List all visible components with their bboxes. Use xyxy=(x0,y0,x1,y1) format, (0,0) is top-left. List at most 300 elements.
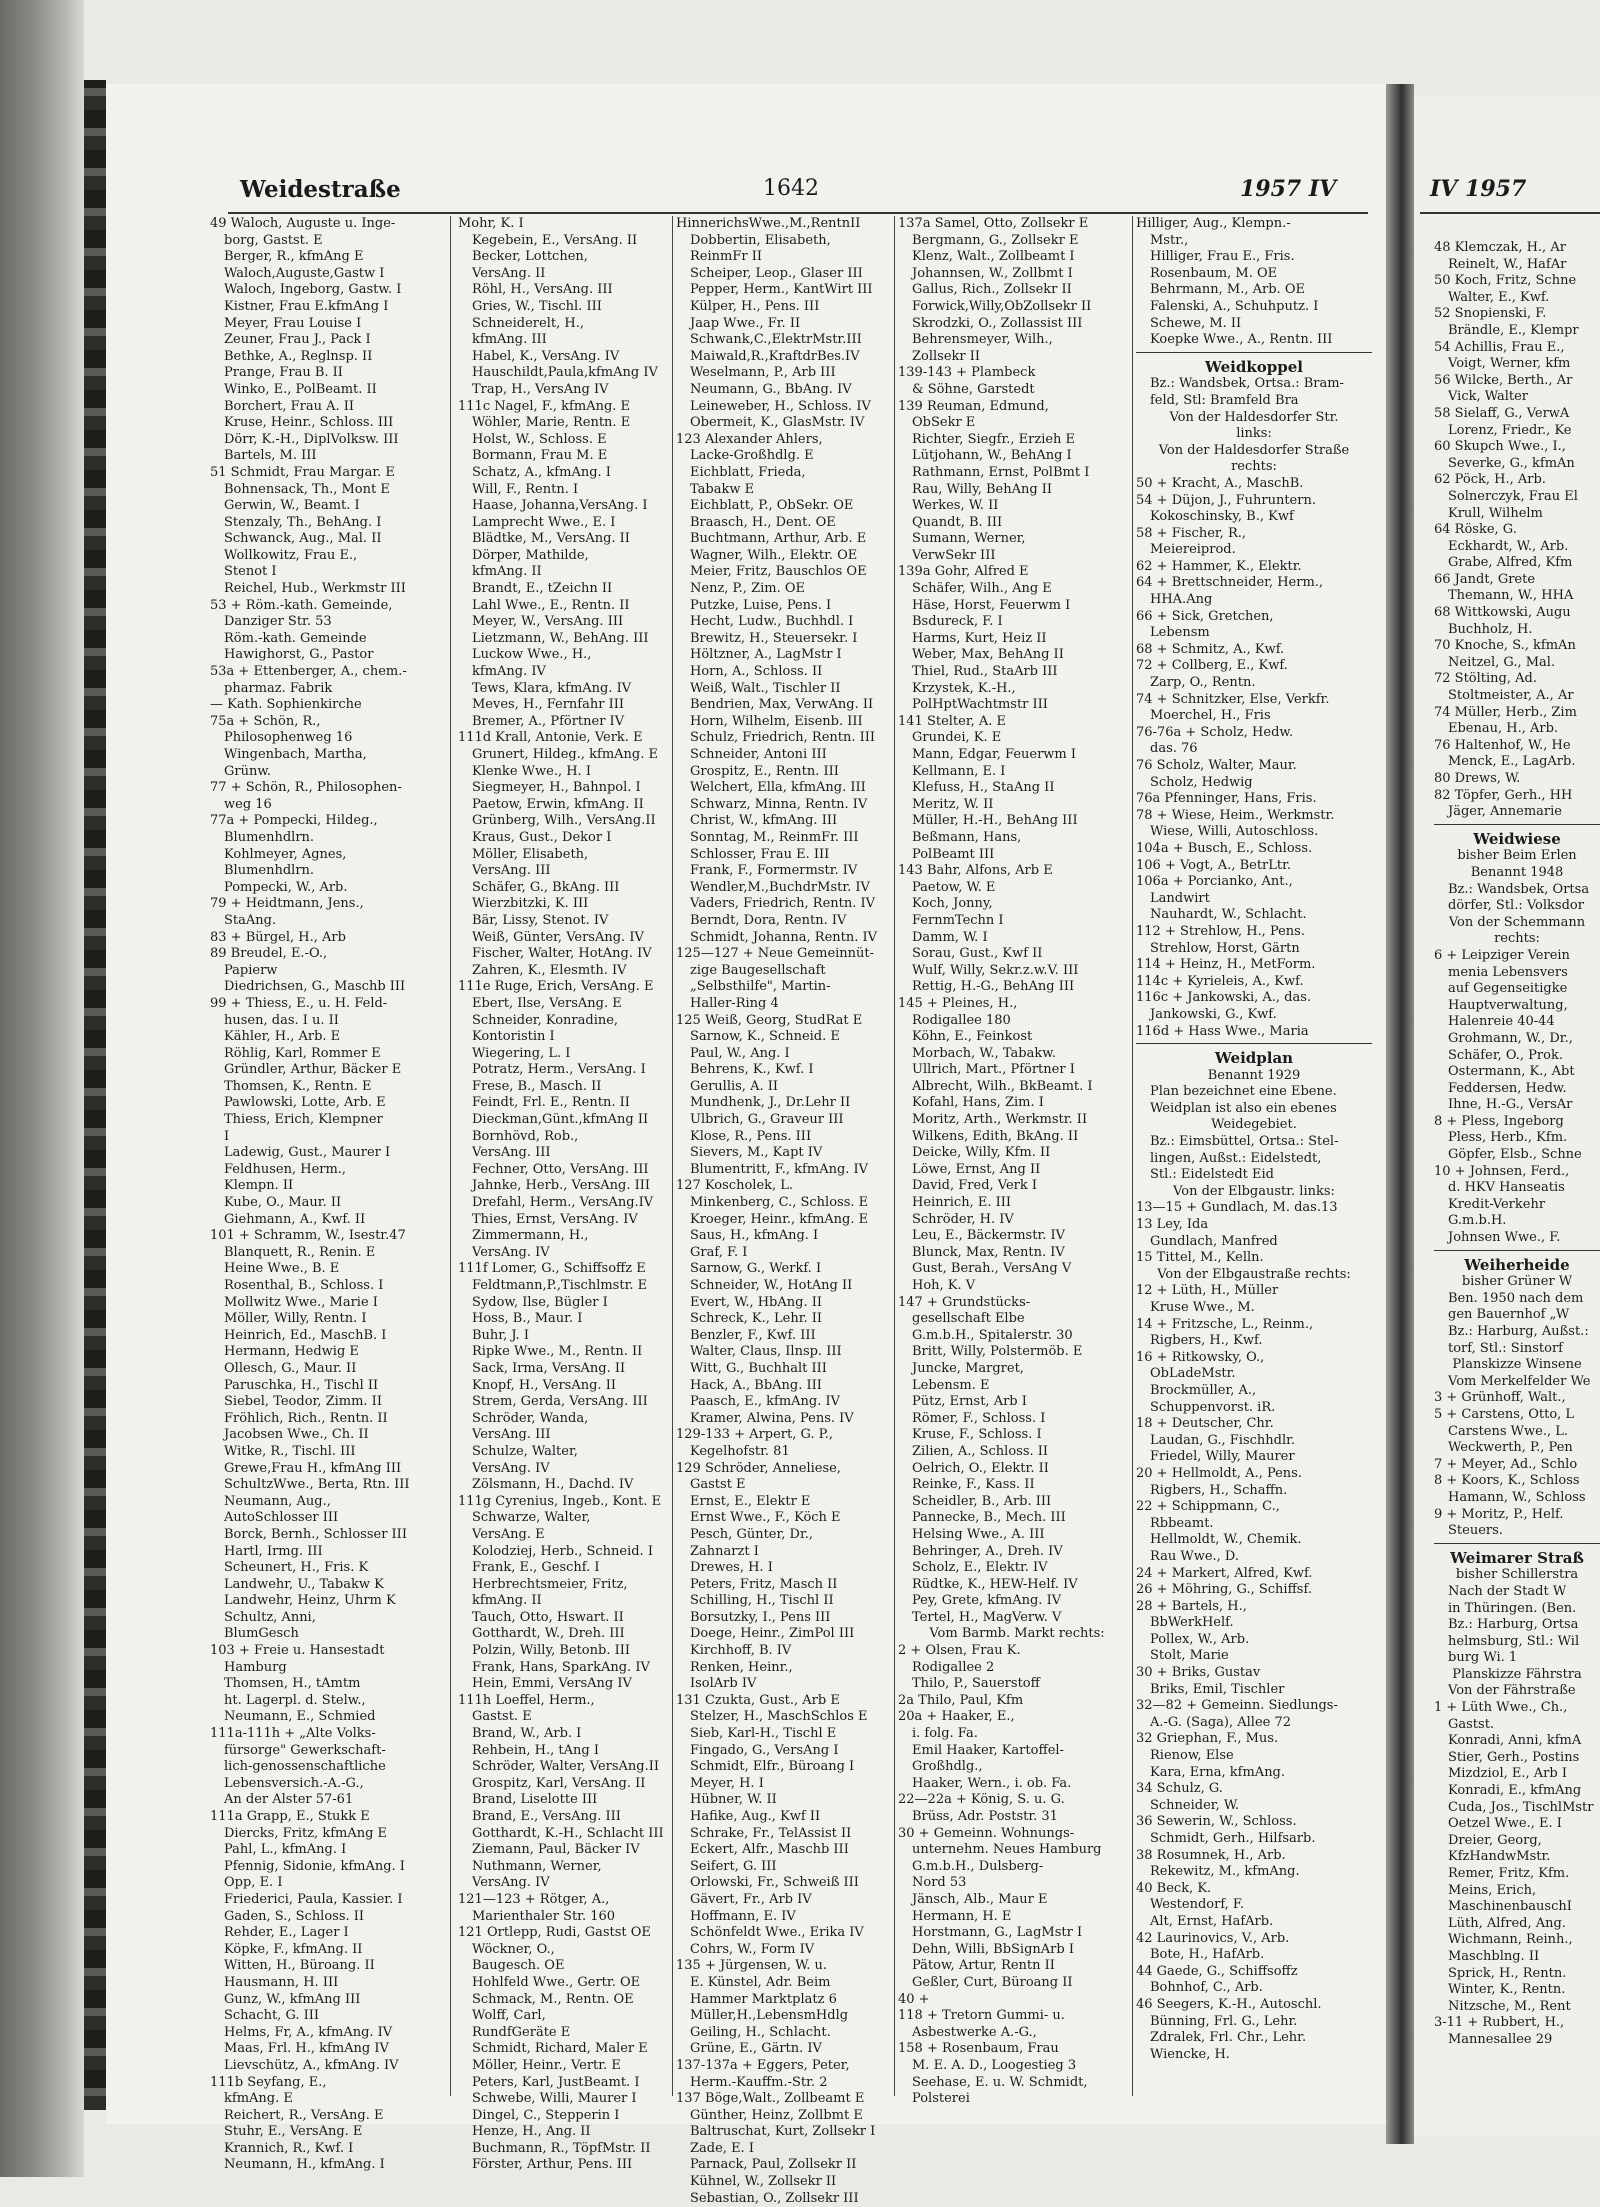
column-divider xyxy=(450,216,451,2096)
directory-entry: 74 Müller, Herb., Zim xyxy=(1434,704,1577,720)
directory-entry: Meiereiprod. xyxy=(1150,542,1236,558)
directory-entry: Tauch, Otto, Hswart. II xyxy=(472,1609,624,1625)
directory-entry: 131 Czukta, Gust., Arb E xyxy=(676,1692,840,1708)
directory-entry: Rathmann, Ernst, PolBmt I xyxy=(912,464,1090,480)
directory-entry: Blanquett, R., Renin. E xyxy=(224,1244,376,1260)
directory-entry: Neumann, E., Schmied xyxy=(224,1709,376,1725)
directory-entry: Landwehr, U., Tabakw K xyxy=(224,1576,384,1592)
directory-entry: 8 + Koors, K., Schloss xyxy=(1434,1473,1580,1489)
street-heading: Weidkoppel xyxy=(1205,357,1303,376)
directory-entry: 158 + Rosenbaum, Frau xyxy=(898,2041,1059,2057)
directory-entry: Moritz, Arth., Werkmstr. II xyxy=(912,1112,1088,1128)
directory-entry: Meyer, Frau Louise I xyxy=(224,315,362,331)
directory-entry: Eckert, Alfr., Maschb III xyxy=(690,1842,849,1858)
directory-entry: 32 Griephan, F., Mus. xyxy=(1136,1731,1279,1747)
directory-entry: Peters, Fritz, Masch II xyxy=(690,1576,838,1592)
directory-entry: Pollex, W., Arb. xyxy=(1150,1631,1250,1647)
directory-entry: Siebel, Teodor, Zimm. II xyxy=(224,1394,382,1410)
directory-entry: Mstr., xyxy=(1150,232,1189,248)
directory-entry: Mollwitz Wwe., Marie I xyxy=(224,1294,378,1310)
book-binding-strip xyxy=(84,80,106,2110)
directory-entry: Schwarz, Minna, Rentn. IV xyxy=(690,796,868,812)
directory-entry: Klenke Wwe., H. I xyxy=(472,763,591,779)
directory-entry: 64 Röske, G. xyxy=(1434,522,1517,538)
directory-entry: Morbach, W., Tabakw. xyxy=(912,1045,1056,1061)
directory-entry: Meins, Erich, xyxy=(1448,1882,1537,1898)
directory-entry: Witt, G., Buchhalt III xyxy=(690,1360,827,1376)
directory-entry: Weidplan ist also ein ebenes xyxy=(1150,1100,1337,1116)
directory-entry: Grunert, Hildeg., kfmAng. E xyxy=(472,747,658,762)
directory-entry: Grundei, K. E xyxy=(912,730,1002,746)
directory-entry: Borsutzky, I., Pens III xyxy=(690,1609,831,1625)
directory-entry: das. 76 xyxy=(1150,741,1198,757)
directory-entry: 80 Drews, W. xyxy=(1434,771,1521,786)
directory-entry: Buchtmann, Arthur, Arb. E xyxy=(690,531,867,547)
directory-entry: 22 + Schippmann, C., xyxy=(1136,1499,1280,1515)
directory-entry: Zimmermann, H., xyxy=(472,1228,589,1244)
directory-entry: Brand, E., VersAng. III xyxy=(472,1809,621,1824)
directory-entry: Severke, G., kfmAn xyxy=(1448,455,1575,471)
directory-entry: Rekewitz, M., kfmAng. xyxy=(1150,1864,1300,1880)
directory-entry: 143 Bahr, Alfons, Arb E xyxy=(898,863,1053,879)
directory-entry: Rosenbaum, M. OE xyxy=(1150,265,1278,281)
directory-entry: Pahl, L., kfmAng. I xyxy=(224,1842,347,1858)
directory-entry: 32—82 + Gemeinn. Siedlungs- xyxy=(1136,1698,1338,1714)
directory-entry: Hellmoldt, W., Chemik. xyxy=(1150,1532,1302,1548)
directory-entry: gesellschaft Elbe xyxy=(912,1311,1025,1327)
directory-entry: Paruschka, H., Tischl II xyxy=(224,1377,379,1393)
directory-entry: Sprick, H., Rentn. xyxy=(1448,1965,1567,1981)
directory-entry: PolBeamt III xyxy=(912,846,995,862)
directory-entry: Oetzel Wwe., E. I xyxy=(1448,1816,1562,1832)
directory-entry: Winter, K., Rentn. xyxy=(1448,1982,1566,1998)
directory-entry: 79 + Heidtmann, Jens., xyxy=(210,896,364,912)
directory-entry: BbWerkHelf. xyxy=(1150,1615,1234,1631)
directory-entry: 40 + xyxy=(898,1991,930,2007)
directory-entry: Wilkens, Edith, BkAng. II xyxy=(912,1128,1079,1144)
directory-entry: Brand, Liselotte III xyxy=(472,1792,598,1808)
directory-entry: 2a Thilo, Paul, Kfm xyxy=(898,1692,1024,1708)
directory-entry: Kube, O., Maur. II xyxy=(224,1195,342,1211)
directory-entry: 111d Krall, Antonie, Verk. E xyxy=(458,730,643,746)
directory-entry: 106 + Vogt, A., BetrLtr. xyxy=(1136,857,1292,873)
directory-entry: Röm.-kath. Gemeinde xyxy=(224,630,367,646)
directory-entry: Bremer, A., Pförtner IV xyxy=(472,713,625,729)
directory-entry: Kähler, H., Arb. E xyxy=(224,1029,341,1045)
directory-entry: Ziemann, Paul, Bäcker IV xyxy=(472,1842,640,1858)
directory-entry: 145 + Pleines, H., xyxy=(898,995,1018,1011)
directory-entry: Knopf, H., VersAng. II xyxy=(472,1377,616,1393)
column-divider xyxy=(1132,216,1133,2096)
directory-entry: Gust, Berah., VersAng V xyxy=(912,1261,1072,1277)
directory-entry: 56 Wilcke, Berth., Ar xyxy=(1434,372,1573,388)
directory-entry: 111a Grapp, E., Stukk E xyxy=(210,1809,370,1824)
directory-entry: Hammer Marktplatz 6 xyxy=(690,1991,837,2007)
directory-entry: Diercks, Fritz, kfmAng E xyxy=(224,1825,388,1841)
directory-entry: Stl.: Eidelstedt Eid xyxy=(1150,1167,1274,1183)
directory-entry: Lorenz, Friedr., Ke xyxy=(1448,422,1572,438)
directory-entry: Herbrechtsmeier, Fritz, xyxy=(472,1576,628,1592)
directory-entry: Ulbrich, G., Graveur III xyxy=(690,1112,844,1128)
column-divider xyxy=(672,216,673,2096)
directory-entry: 137-137a + Eggers, Peter, xyxy=(676,2057,850,2073)
directory-entry: Meritz, W. II xyxy=(912,796,994,812)
directory-entry: Rüdtke, K., HEW-Helf. IV xyxy=(912,1576,1078,1592)
directory-entry: Westendorf, F. xyxy=(1150,1897,1245,1913)
directory-entry: 26 + Möhring, G., Schiffsf. xyxy=(1136,1582,1312,1598)
directory-entry: Von der Haldesdorfer Str. xyxy=(1169,409,1339,425)
directory-entry: 125—127 + Neue Gemeinnüt- xyxy=(676,946,875,962)
directory-entry: Gastst E xyxy=(690,1477,746,1493)
directory-entry: Hausmann, H. III xyxy=(224,1974,339,1990)
directory-entry: Sebastian, O., Zollsekr III xyxy=(690,2190,859,2206)
directory-entry: Remer, Fritz, Kfm. xyxy=(1448,1866,1570,1881)
directory-entry: Lebensm. E xyxy=(912,1377,990,1393)
directory-entry: Schwarze, Walter, xyxy=(472,1510,591,1526)
directory-entry: Pätow, Artur, Rentn II xyxy=(912,1958,1055,1974)
directory-entry: Kredit-Verkehr xyxy=(1448,1196,1546,1212)
directory-entry: Witten, H., Büroang. II xyxy=(224,1958,375,1974)
directory-entry: Brand, W., Arb. I xyxy=(472,1726,582,1742)
directory-entry: Voigt, Werner, kfm xyxy=(1448,356,1571,372)
directory-entry: Dreier, Georg, xyxy=(1448,1832,1542,1848)
column-divider xyxy=(894,216,895,2096)
directory-entry: RundfGeräte E xyxy=(472,2024,571,2040)
directory-entry: Berndt, Dora, Rentn. IV xyxy=(690,912,847,928)
directory-entry: pharmaz. Fabrik xyxy=(224,680,333,696)
directory-entry: 60 Skupch Wwe., I., xyxy=(1434,439,1566,455)
directory-entry: Bz.: Eimsbüttel, Ortsa.: Stel- xyxy=(1150,1134,1339,1150)
directory-entry: Hauschildt,Paula,kfmAng IV xyxy=(472,365,658,381)
directory-entry: Stelzer, H., MaschSchlos E xyxy=(690,1709,868,1725)
directory-entry: Papierw xyxy=(224,962,278,978)
directory-entry: Landwirt xyxy=(1150,890,1210,906)
directory-entry: Weber, Max, BehAng II xyxy=(912,647,1064,663)
directory-entry: Becker, Lottchen, xyxy=(472,249,588,265)
directory-entry: 114 + Heinz, H., MetForm. xyxy=(1136,957,1316,973)
directory-entry: Reinelt, W., HafAr xyxy=(1448,256,1567,272)
directory-entry: Wagner, Wilh., Elektr. OE xyxy=(690,547,858,563)
directory-entry: 116c + Jankowski, A., das. xyxy=(1136,990,1312,1006)
section-rule xyxy=(1136,1043,1372,1047)
directory-entry: Grünberg, Wilh., VersAng.II xyxy=(472,813,656,829)
directory-entry: Beßmann, Hans, xyxy=(912,829,1022,845)
directory-entry: Scheiper, Leop., Glaser III xyxy=(690,265,863,281)
directory-entry: 114c + Kyrieleis, A., Kwf. xyxy=(1136,973,1304,989)
directory-entry: Krzystek, K.-H., xyxy=(912,680,1016,696)
street-heading: Weidplan xyxy=(1214,1049,1294,1068)
directory-entry: Jahnke, Herb., VersAng. III xyxy=(472,1178,651,1194)
directory-entry: Siegmeyer, H., Bahnpol. I xyxy=(472,780,641,796)
directory-entry: An der Alster 57-61 xyxy=(224,1792,354,1808)
directory-entry: Scholz, Hedwig xyxy=(1150,774,1253,790)
directory-entry: Falenski, A., Schuhputz. I xyxy=(1150,298,1319,314)
directory-entry: Meyer, H. I xyxy=(690,1775,764,1791)
directory-entry: 111g Cyrenius, Ingeb., Kont. E xyxy=(458,1493,662,1509)
directory-entry: 111f Lomer, G., Schiffsoffz E xyxy=(458,1261,646,1277)
directory-entry: torf, Stl.: Sinstorf xyxy=(1448,1340,1563,1356)
directory-entry: Hecht, Ludw., Buchhdl. I xyxy=(690,614,854,630)
directory-entry: 137 Böge,Walt., Zollbeamt E xyxy=(676,2091,865,2107)
directory-entry: Schneider, W. xyxy=(1150,1797,1240,1813)
directory-entry: Vick, Walter xyxy=(1448,389,1529,405)
directory-entry: Rau, Willy, BehAng II xyxy=(912,481,1053,497)
directory-entry: Kara, Erna, kfmAng. xyxy=(1150,1764,1286,1780)
directory-entry: 66 Jandt, Grete xyxy=(1434,571,1536,587)
directory-entry: Themann, W., HHA xyxy=(1448,588,1574,604)
directory-entry: Ben. 1950 nach dem xyxy=(1448,1290,1584,1306)
directory-entry: Behrens, K., Kwf. I xyxy=(690,1062,814,1078)
directory-entry: I xyxy=(224,1128,230,1144)
directory-entry: weg 16 xyxy=(224,796,272,812)
directory-entry: Gastst. E xyxy=(472,1709,532,1725)
directory-entry: Philosophenweg 16 xyxy=(224,730,353,746)
directory-entry: Buhr, J. I xyxy=(472,1327,529,1343)
directory-entry: Alt, Ernst, HafArb. xyxy=(1150,1913,1274,1929)
directory-entry: Lebensm xyxy=(1150,625,1210,641)
directory-entry: 70 Knoche, S., kfmAn xyxy=(1434,638,1576,654)
directory-entry: MaschinenbauschI xyxy=(1448,1899,1572,1915)
directory-entry: 123 Alexander Ahlers, xyxy=(676,431,823,447)
directory-entry: Bsdureck, F. I xyxy=(912,614,1003,630)
directory-entry: Nuthmann, Werner, xyxy=(472,1858,602,1874)
directory-entry: Zeuner, Frau J., Pack I xyxy=(224,332,371,348)
directory-entry: 103 + Freie u. Hansestadt xyxy=(210,1643,385,1659)
directory-entry: Dörper, Mathilde, xyxy=(472,547,589,563)
next-page-column xyxy=(1434,240,1600,2140)
directory-entry: Paul, W., Ang. I xyxy=(690,1045,790,1061)
header-rule xyxy=(228,212,1368,214)
directory-entry: Mundhenk, J., Dr.Lehr II xyxy=(690,1095,851,1111)
directory-entry: Walter, E., Kwf. xyxy=(1448,289,1550,305)
directory-entry: Opp, E. I xyxy=(224,1875,283,1891)
directory-entry: Gunz, W., kfmAng III xyxy=(224,1991,361,2007)
directory-entry: AutoSchlosser III xyxy=(224,1510,339,1526)
section-rule xyxy=(1434,824,1600,828)
directory-entry: 66 + Sick, Gretchen, xyxy=(1136,608,1274,624)
directory-entry: kfmAng. IV xyxy=(472,664,546,680)
directory-entry: Reichel, Hub., Werkmstr III xyxy=(224,581,406,597)
directory-entry: Bendrien, Max, VerwAng. II xyxy=(690,697,874,713)
directory-entry: Leineweber, H., Schloss. IV xyxy=(690,398,871,414)
directory-entry: Braasch, H., Dent. OE xyxy=(690,514,836,530)
directory-entry: Von der Elbgaustraße rechts: xyxy=(1157,1266,1351,1282)
directory-entry: Lamprecht Wwe., E. I xyxy=(472,514,616,530)
directory-entry: Haase, Johanna,VersAng. I xyxy=(472,498,648,514)
directory-entry: Paetow, W. E xyxy=(912,879,996,895)
directory-entry: Wollkowitz, Frau E., xyxy=(224,547,358,563)
directory-entry: 18 + Deutscher, Chr. xyxy=(1136,1416,1274,1432)
directory-entry: Luckow Wwe., H., xyxy=(472,647,592,663)
directory-entry: Rodigallee 2 xyxy=(912,1659,995,1675)
directory-entry: Paasch, E., kfmAng. IV xyxy=(690,1394,841,1410)
directory-entry: 62 + Hammer, K., Elektr. xyxy=(1136,558,1302,574)
directory-entry: Hauptverwaltung, xyxy=(1448,997,1568,1013)
directory-entry: Mohr, K. I xyxy=(458,216,524,231)
directory-entry: Lacke-Großhdlg. E xyxy=(690,448,814,464)
directory-entry: FernmTechn I xyxy=(912,912,1004,928)
directory-entry: Hoss, B., Maur. I xyxy=(472,1311,583,1327)
directory-entry: Schröder, Wanda, xyxy=(472,1410,589,1426)
directory-entry: Gerullis, A. II xyxy=(690,1078,778,1094)
directory-entry: Paetow, Erwin, kfmAng. II xyxy=(472,796,644,812)
directory-entry: Friederici, Paula, Kassier. I xyxy=(224,1891,403,1907)
directory-entry: & Söhne, Garstedt xyxy=(912,381,1035,397)
directory-entry: Bartels, M. III xyxy=(224,448,317,464)
directory-entry: Von der Fährstraße xyxy=(1448,1683,1576,1699)
directory-entry: Borck, Bernh., Schlosser III xyxy=(224,1526,407,1542)
directory-entry: Brewitz, H., Steuersekr. I xyxy=(690,630,858,646)
directory-entry: Zölsmann, H., Dachd. IV xyxy=(472,1477,634,1493)
directory-entry: VersAng. II xyxy=(472,265,546,281)
directory-entry: Reinke, F., Kass. II xyxy=(912,1477,1035,1493)
directory-entry: Landwehr, Heinz, Uhrm K xyxy=(224,1593,396,1609)
directory-entry: Kegelhofstr. 81 xyxy=(690,1443,790,1459)
directory-entry: Behrensmeyer, Wilh., xyxy=(912,332,1053,348)
directory-entry: Pütz, Ernst, Arb I xyxy=(912,1394,1027,1410)
directory-entry: Planskizze Fährstra xyxy=(1452,1666,1582,1682)
directory-entry: Nauhardt, W., Schlacht. xyxy=(1150,907,1307,923)
directory-entry: Kohlmeyer, Agnes, xyxy=(224,846,347,862)
directory-entry: Möller, Elisabeth, xyxy=(472,846,589,862)
directory-entry: 76 Scholz, Walter, Maur. xyxy=(1136,758,1297,773)
directory-entry: HinnerichsWwe.,M.,RentnII xyxy=(676,216,861,231)
next-page-header: IV 1957 xyxy=(1430,176,1527,202)
directory-entry: Fischer, Walter, HotAng. IV xyxy=(472,946,652,962)
directory-entry: Sievers, M., Kapt IV xyxy=(690,1145,823,1161)
directory-entry: menia Lebensvers xyxy=(1448,964,1568,980)
directory-entry: Stenzaly, Th., BehAng. I xyxy=(224,514,382,530)
directory-entry: Schlosser, Frau E. III xyxy=(690,846,830,862)
directory-entry: Brockmüller, A., xyxy=(1150,1382,1257,1398)
directory-entry: Thomsen, K., Rentn. E xyxy=(224,1078,372,1094)
directory-entry: Zdralek, Frl. Chr., Lehr. xyxy=(1150,2030,1307,2046)
directory-entry: Eichblatt, P., ObSekr. OE xyxy=(690,498,854,514)
directory-entry: Asbestwerke A.-G., xyxy=(912,2024,1037,2040)
directory-entry: Nach der Stadt W xyxy=(1448,1583,1567,1599)
directory-entry: Kühnel, W., Zollsekr II xyxy=(690,2174,837,2190)
directory-entry: „Selbsthilfe", Martin- xyxy=(690,979,831,995)
directory-entry: Laudan, G., Fischhdlr. xyxy=(1150,1432,1296,1448)
directory-entry: Maas, Frl. H., kfmAng IV xyxy=(224,2041,389,2057)
directory-entry: Evert, W., HbAng. II xyxy=(690,1294,822,1310)
directory-entry: A.-G. (Saga), Allee 72 xyxy=(1150,1714,1292,1730)
directory-entry: kfmAng. E xyxy=(224,2091,293,2107)
directory-entry: 111e Ruge, Erich, VersAng. E xyxy=(458,979,654,995)
directory-entry: 3 + Grünhoff, Walt., xyxy=(1434,1390,1566,1406)
directory-entry: Juncke, Margret, xyxy=(912,1360,1024,1376)
directory-entry: Schmack, M., Rentn. OE xyxy=(472,1991,634,2007)
directory-entry: links: xyxy=(1236,426,1272,442)
directory-entry: Pepper, Herm., KantWirt III xyxy=(690,282,873,298)
directory-entry: Graf, F. I xyxy=(690,1244,748,1260)
directory-entry: Kegebein, E., VersAng. II xyxy=(472,232,638,248)
directory-entry: Feindt, Frl. E., Rentn. II xyxy=(472,1095,630,1111)
directory-entry: borg, Gastst. E xyxy=(224,232,323,248)
page-number: 1642 xyxy=(763,176,819,201)
directory-entry: Menck, E., LagArb. xyxy=(1448,754,1576,770)
directory-entry: Jäger, Annemarie xyxy=(1448,804,1562,820)
directory-entry: Kruse Wwe., M. xyxy=(1150,1300,1255,1315)
directory-entry: Lebensversich.-A.-G., xyxy=(224,1775,364,1791)
directory-entry: 121 Ortlepp, Rudi, Gastst OE xyxy=(458,1925,651,1941)
directory-entry: Drewes, H. I xyxy=(690,1560,773,1576)
directory-entry: Haaker, Wern., i. ob. Fa. xyxy=(912,1775,1072,1791)
directory-entry: Fingado, G., VersAng I xyxy=(690,1742,839,1758)
directory-entry: Stier, Gerh., Postins xyxy=(1448,1749,1580,1765)
directory-entry: Seehase, E. u. W. Schmidt, xyxy=(912,2074,1088,2090)
directory-entry: Stuhr, E., VersAng. E xyxy=(224,2124,363,2140)
directory-entry: Zilien, A., Schloss. II xyxy=(912,1443,1049,1459)
directory-entry: Stoltmeister, A., Ar xyxy=(1448,688,1574,704)
directory-entry: VersAng. IV xyxy=(472,1875,550,1891)
directory-entry: 76-76a + Scholz, Hedw. xyxy=(1136,724,1294,740)
directory-entry: 53 + Röm.-kath. Gemeinde, xyxy=(210,597,393,613)
directory-entry: rechts: xyxy=(1231,459,1277,475)
directory-entry: Skrodzki, O., Zollassist III xyxy=(912,315,1083,331)
directory-entry: Richter, Siegfr., Erzieh E xyxy=(912,431,1076,447)
directory-entry: Tertel, H., MagVerw. V xyxy=(912,1609,1062,1625)
directory-entry: Helsing Wwe., A. III xyxy=(912,1526,1045,1542)
directory-entry: Frese, B., Masch. II xyxy=(472,1078,602,1094)
directory-entry: Pompecki, W., Arb. xyxy=(224,879,348,895)
directory-entry: Britt, Willy, Polstermöb. E xyxy=(912,1344,1083,1360)
directory-entry: Gaden, S., Schloss. II xyxy=(224,1908,365,1924)
directory-entry: VerwSekr III xyxy=(912,547,996,563)
directory-entry: Gundlach, Manfred xyxy=(1150,1233,1278,1249)
street-heading: Weimarer Straß xyxy=(1450,1548,1584,1567)
directory-entry: Sack, Irma, VersAng. II xyxy=(472,1360,626,1376)
directory-entry: lingen, Außst.: Eidelstedt, xyxy=(1150,1150,1322,1166)
directory-entry: Schäfer, O., Prok. xyxy=(1448,1047,1563,1063)
directory-entry: 101 + Schramm, W., Isestr.47 xyxy=(210,1228,406,1244)
directory-entry: Lahl Wwe., E., Rentn. II xyxy=(472,597,630,613)
directory-entry: Dingel, C., Stepperin I xyxy=(472,2107,620,2123)
directory-entry: in Thüringen. (Ben. xyxy=(1448,1600,1577,1616)
directory-entry: Lievschütz, A., kfmAng. IV xyxy=(224,2057,399,2073)
directory-entry: Frank, F., Formermstr. IV xyxy=(690,863,858,879)
directory-entry: Sarnow, G., Werkf. I xyxy=(690,1261,822,1277)
directory-entry: Kellmann, E. I xyxy=(912,763,1006,779)
directory-entry: 68 Wittkowski, Augu xyxy=(1434,605,1571,621)
directory-entry: Maiwald,R.,KraftdrBes.IV xyxy=(690,348,860,364)
directory-entry: Von der Schemmann xyxy=(1448,914,1586,930)
directory-entry: unternehm. Neues Hamburg xyxy=(912,1842,1102,1858)
directory-entry: Möller, Willy, Rentn. I xyxy=(224,1311,367,1327)
directory-entry: Baugesch. OE xyxy=(472,1958,565,1974)
directory-entry: 6 + Leipziger Verein xyxy=(1434,947,1570,963)
directory-entry: Waloch,Auguste,Gastw I xyxy=(224,265,385,281)
directory-entry: Koch, Jonny, xyxy=(912,896,993,912)
directory-entry: Kolodziej, Herb., Schneid. I xyxy=(472,1543,653,1559)
directory-entry: Kistner, Frau E.kfmAng I xyxy=(224,298,389,314)
directory-entry: Tabakw E xyxy=(690,481,755,497)
directory-entry: Strem, Gerda, VersAng. III xyxy=(472,1394,648,1410)
directory-entry: Pfennig, Sidonie, kfmAng. I xyxy=(224,1858,405,1874)
directory-entry: — Kath. Sophienkirche xyxy=(210,697,362,713)
directory-entry: Klenz, Walt., Zollbeamt I xyxy=(912,249,1075,265)
directory-entry: 46 Seegers, K.-H., Autoschl. xyxy=(1136,1996,1322,2012)
directory-entry: Buchholz, H. xyxy=(1448,621,1533,637)
directory-entry: Dobbertin, Elisabeth, xyxy=(690,232,831,248)
directory-entry: Klempn. II xyxy=(224,1178,294,1194)
directory-entry: Kokoschinsky, B., Kwf xyxy=(1150,509,1294,525)
directory-entry: Leu, E., Bäckermstr. IV xyxy=(912,1228,1066,1244)
directory-entry: Trap, H., VersAng IV xyxy=(472,381,609,397)
directory-entry: Bz.: Harburg, Außst.: xyxy=(1448,1324,1589,1339)
directory-entry: Blumentritt, F., kfmAng. IV xyxy=(690,1161,869,1177)
directory-entry: 82 Töpfer, Gerh., HH xyxy=(1434,787,1573,803)
